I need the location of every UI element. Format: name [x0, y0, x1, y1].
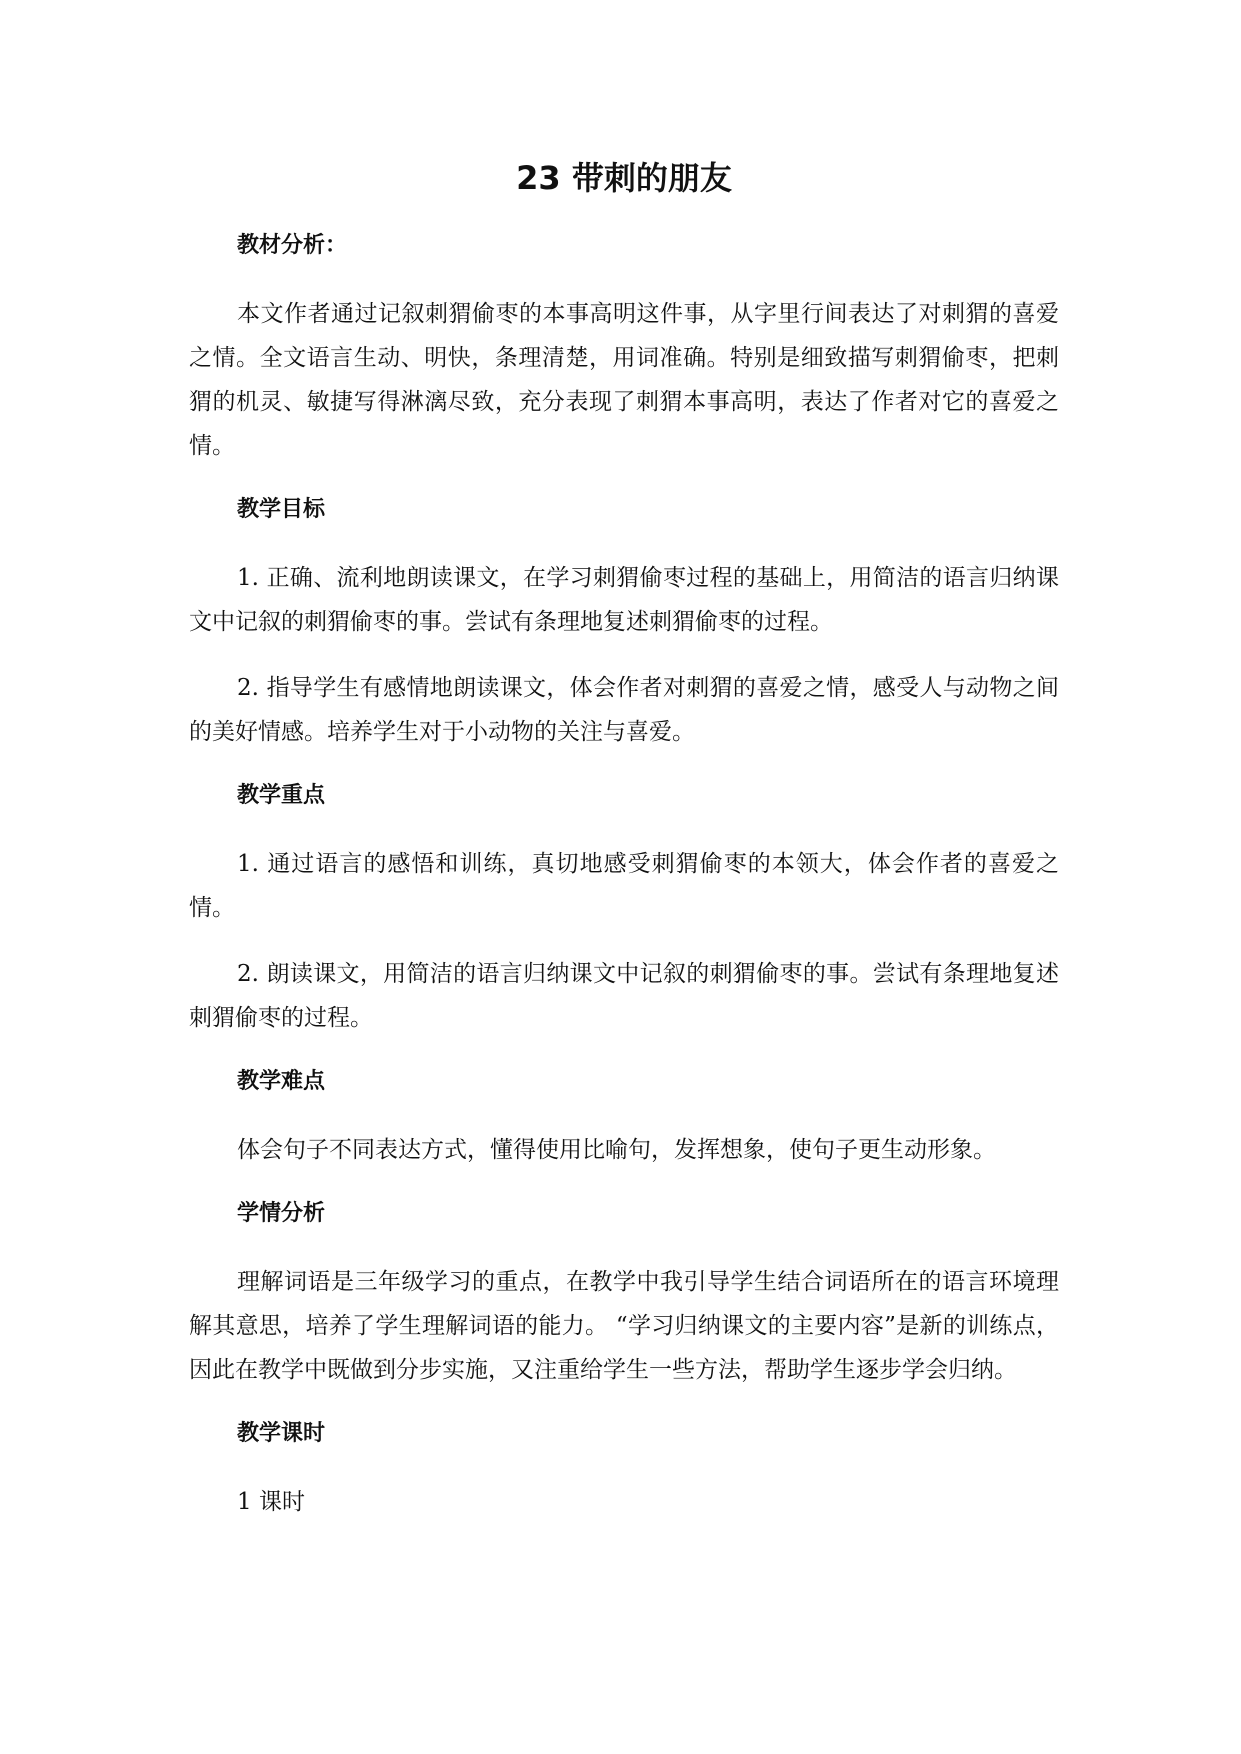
section-heading: 教学课时 — [237, 1421, 326, 1446]
document-title: 23 带刺的朋友 — [516, 159, 732, 197]
section-paragraph: 本文作者通过记叙刺猬偷枣的本事高明这件事，从字里行间表达了对刺猬的喜爱之情。全文语言生动、明快，条理清楚，用词准确。特别是细致描写刺猬偷枣，把刺猬的机灵、敏捷写得淋漓尽致，充分表现了刺猬本事高明，表达了作者对它的喜爱之情。 — [189, 301, 1059, 459]
section-paragraph: 1. 正确、流利地朗读课文，在学习刺猬偷枣过程的基础上，用简洁的语言归纳课文中记叙的刺猬偷枣的事。尝试有条理地复述刺猬偷枣的过程。 — [189, 565, 1059, 635]
section-heading: 教学目标 — [237, 497, 326, 522]
section-heading: 教学重点 — [237, 783, 326, 808]
section-heading: 教材分析： — [237, 233, 348, 258]
section-paragraph: 1. 通过语言的感悟和训练，真切地感受刺猬偷枣的本领大，体会作者的喜爱之情。 — [189, 851, 1059, 921]
section-paragraph: 体会句子不同表达方式，懂得使用比喻句，发挥想象，使句子更生动形象。 — [237, 1137, 996, 1163]
section-paragraph: 2. 朗读课文，用简洁的语言归纳课文中记叙的刺猬偷枣的事。尝试有条理地复述刺猬偷枣的过程。 — [189, 961, 1059, 1031]
section-student-analysis — [189, 1194, 1059, 1392]
document-page — [189, 150, 1059, 1524]
section-heading: 教学难点 — [237, 1069, 326, 1094]
section-class-hours — [189, 1414, 1059, 1524]
section-teaching-goals — [189, 490, 1059, 754]
section-paragraph: 1 课时 — [237, 1489, 305, 1515]
section-material-analysis — [189, 226, 1059, 468]
section-paragraph: 2. 指导学生有感情地朗读课文，体会作者对刺猬的喜爱之情，感受人与动物之间的美好情感。培养学生对于小动物的关注与喜爱。 — [189, 675, 1059, 745]
section-heading: 学情分析 — [237, 1201, 326, 1226]
section-paragraph: 理解词语是三年级学习的重点，在教学中我引导学生结合词语所在的语言环境理解其意思，培养了学生理解词语的能力。 “学习归纳课文的主要内容”是新的训练点，因此在教学中既做到分步实施，又注重给学生一些方法，帮助学生逐步学会归纳。 — [189, 1269, 1059, 1383]
section-teaching-difficulties — [189, 1062, 1059, 1172]
section-teaching-key-points — [189, 776, 1059, 1040]
